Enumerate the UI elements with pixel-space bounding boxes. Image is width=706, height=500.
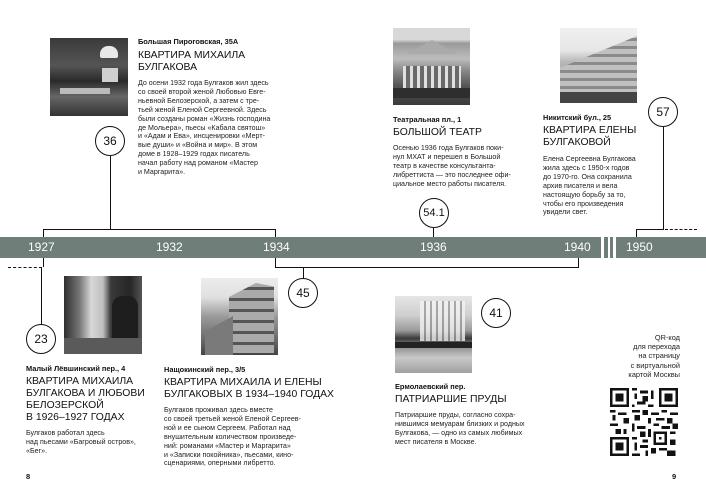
text-line: До осени 1932 года Булгаков жил здесь bbox=[138, 79, 269, 87]
year-1940: 1940 bbox=[564, 240, 591, 254]
marker-45: 45 bbox=[288, 278, 318, 308]
connector-line bbox=[43, 258, 44, 267]
text-line: доме в 1928–1929 годах писатель bbox=[138, 150, 250, 159]
year-1936: 1936 bbox=[420, 240, 447, 254]
page-number-right: 9 bbox=[672, 472, 677, 481]
text-line: Булгакова, — одно из самых любимых bbox=[395, 428, 523, 437]
title-line: БУЛГАКОВА bbox=[138, 62, 198, 73]
connector-line bbox=[275, 267, 579, 268]
text-line: со своей второй женой Любовью Евге- bbox=[138, 87, 266, 96]
title-line: БУЛГАКОВОЙ bbox=[543, 137, 611, 148]
text-teatralnaya bbox=[393, 144, 511, 189]
title-levshinsky bbox=[26, 376, 145, 424]
text-line: жила здесь с 1950-х годов bbox=[543, 163, 630, 172]
address-levshinsky: Малый Лёвшинский пер., 4 bbox=[26, 364, 126, 373]
timeline-bar bbox=[0, 237, 601, 258]
text-line: и Маргарита». bbox=[138, 168, 186, 177]
text-nashchokinsky bbox=[164, 406, 301, 468]
photo-pirogovskaya-study bbox=[50, 38, 128, 116]
address-teatralnaya: Театральная пл., 1 bbox=[393, 115, 462, 124]
text-line: настоящую борьбу за то, bbox=[543, 190, 626, 199]
title-nashchokinsky bbox=[164, 377, 334, 401]
photo-levshinsky-people bbox=[64, 276, 142, 354]
text-line: ний: романами «Мастер и Маргарита» bbox=[164, 441, 291, 450]
timeline-break-mark bbox=[610, 237, 613, 258]
text-line: до 1970-го. Она сохранила bbox=[543, 172, 632, 181]
text-line: Елена Сергеевна Булгакова bbox=[543, 155, 636, 163]
qr-caption bbox=[628, 333, 680, 379]
connector-line bbox=[578, 258, 579, 268]
text-line: внушительным количеством произведе- bbox=[164, 432, 297, 441]
year-1934: 1934 bbox=[263, 240, 290, 254]
title-line: БОЛЬШОЙ ТЕАТР bbox=[393, 127, 482, 138]
text-line: увидели свет. bbox=[543, 208, 588, 217]
text-pirogovskaya bbox=[138, 79, 270, 177]
connector-line bbox=[41, 267, 42, 325]
connector-dashed-line bbox=[8, 267, 42, 268]
marker-57: 57 bbox=[648, 97, 678, 127]
text-line: мест писателя в Москве. bbox=[395, 437, 477, 446]
connector-line bbox=[110, 156, 111, 230]
photo-patriarch-ponds bbox=[395, 296, 472, 373]
photo-nikitsky-building bbox=[560, 28, 637, 103]
title-nikitsky bbox=[543, 125, 636, 149]
text-levshinsky bbox=[26, 429, 136, 456]
text-line: ной и ее сыном Сергеем. Работал над bbox=[164, 423, 291, 432]
text-line: начал работу над романом «Мастер bbox=[138, 159, 258, 168]
qr-caption-line: картой Москвы bbox=[628, 369, 680, 379]
title-line: БУЛГАКОВА И ЛЮБОВИ bbox=[26, 388, 145, 399]
text-line: архив писателя и вела bbox=[543, 181, 618, 190]
text-line: были созданы роман «Жизнь господина bbox=[138, 114, 271, 123]
year-1950: 1950 bbox=[626, 240, 653, 254]
text-line: де Мольера», пьесы «Кабала святош» bbox=[138, 123, 266, 132]
text-line: вые души» и «Война и мир». В этом bbox=[138, 141, 258, 150]
title-line: КВАРТИРА МИХАИЛА bbox=[138, 50, 246, 61]
text-line: нул МХАТ и перешел в Большой bbox=[393, 152, 501, 161]
text-line: ньевной Белозерской, а затем с тре- bbox=[138, 96, 260, 105]
photo-bolshoi-theatre bbox=[393, 28, 470, 105]
marker-54-1: 54.1 bbox=[419, 198, 449, 228]
title-line: ПАТРИАРШИЕ ПРУДЫ bbox=[395, 394, 507, 405]
qr-caption-line: QR-код bbox=[654, 333, 680, 342]
text-line: и «Адам и Ева», инсценировки «Мерт- bbox=[138, 132, 265, 141]
qr-caption-line: с виртуальной bbox=[630, 360, 680, 370]
address-nashchokinsky: Нащокинский пер., 3/5 bbox=[164, 365, 246, 374]
marker-23: 23 bbox=[26, 324, 56, 354]
text-line: циальное место работы писателя. bbox=[393, 179, 507, 188]
title-pirogovskaya bbox=[138, 50, 245, 74]
page-number-left: 8 bbox=[26, 472, 31, 481]
address-nikitsky: Никитский бул., 25 bbox=[543, 113, 612, 122]
text-line: со своей третьей женой Еленой Сергеев- bbox=[164, 414, 301, 423]
text-line: и «Записки покойника», пьесами, кино- bbox=[164, 450, 294, 459]
title-ermolaevsky bbox=[395, 394, 507, 406]
title-line: КВАРТИРА МИХАИЛА И ЕЛЕНЫ bbox=[164, 377, 322, 388]
qr-caption-line: для перехода bbox=[633, 342, 680, 352]
text-ermolaevsky bbox=[395, 411, 525, 447]
title-line: КВАРТИРА МИХАИЛА bbox=[26, 376, 134, 387]
connector-line bbox=[43, 229, 276, 230]
photo-nashchokinsky-building bbox=[201, 278, 278, 355]
text-line: Булгаков проживал здесь вместе bbox=[164, 406, 273, 414]
text-line: «Бег». bbox=[26, 446, 48, 455]
qr-code-icon[interactable] bbox=[610, 388, 678, 456]
text-nikitsky bbox=[543, 155, 636, 217]
text-line: Осенью 1936 года Булгаков поки- bbox=[393, 144, 504, 152]
marker-41: 41 bbox=[481, 298, 511, 328]
text-line: театр в качестве консультанта- bbox=[393, 161, 496, 170]
text-line: Булгаков работал здесь bbox=[26, 429, 105, 437]
marker-36: 36 bbox=[95, 126, 125, 156]
connector-line bbox=[636, 229, 664, 230]
year-1932: 1932 bbox=[156, 240, 183, 254]
title-line: В 1926–1927 ГОДАХ bbox=[26, 412, 125, 423]
title-line: БЕЛОЗЕРСКОЙ bbox=[26, 400, 104, 411]
title-line: КВАРТИРА ЕЛЕНЫ bbox=[543, 125, 637, 136]
connector-line bbox=[663, 127, 664, 230]
title-line: БУЛГАКОВЫХ В 1934–1940 ГОДАХ bbox=[164, 389, 334, 400]
text-line: чтобы его произведения bbox=[543, 199, 624, 208]
text-line: тьей женой Еленой Сергеевной. Здесь bbox=[138, 105, 267, 114]
timeline-break-mark bbox=[604, 237, 608, 258]
text-line: Патриаршие пруды, согласно сохра- bbox=[395, 411, 516, 419]
year-1927: 1927 bbox=[28, 240, 55, 254]
text-line: нившимся мемуарам близких и родных bbox=[395, 419, 525, 428]
address-ermolaevsky: Ермолаевский пер. bbox=[395, 382, 466, 391]
text-line: сценариями, оперными либретто. bbox=[164, 459, 276, 468]
text-line: над пьесами «Багровый остров», bbox=[26, 437, 136, 446]
text-line: либреттиста — это последнее офи- bbox=[393, 170, 511, 179]
address-pirogovskaya: Большая Пироговская, 35А bbox=[138, 37, 239, 46]
title-teatralnaya bbox=[393, 127, 482, 139]
qr-caption-line: на страницу bbox=[638, 351, 680, 361]
connector-dashed-line bbox=[665, 229, 697, 230]
